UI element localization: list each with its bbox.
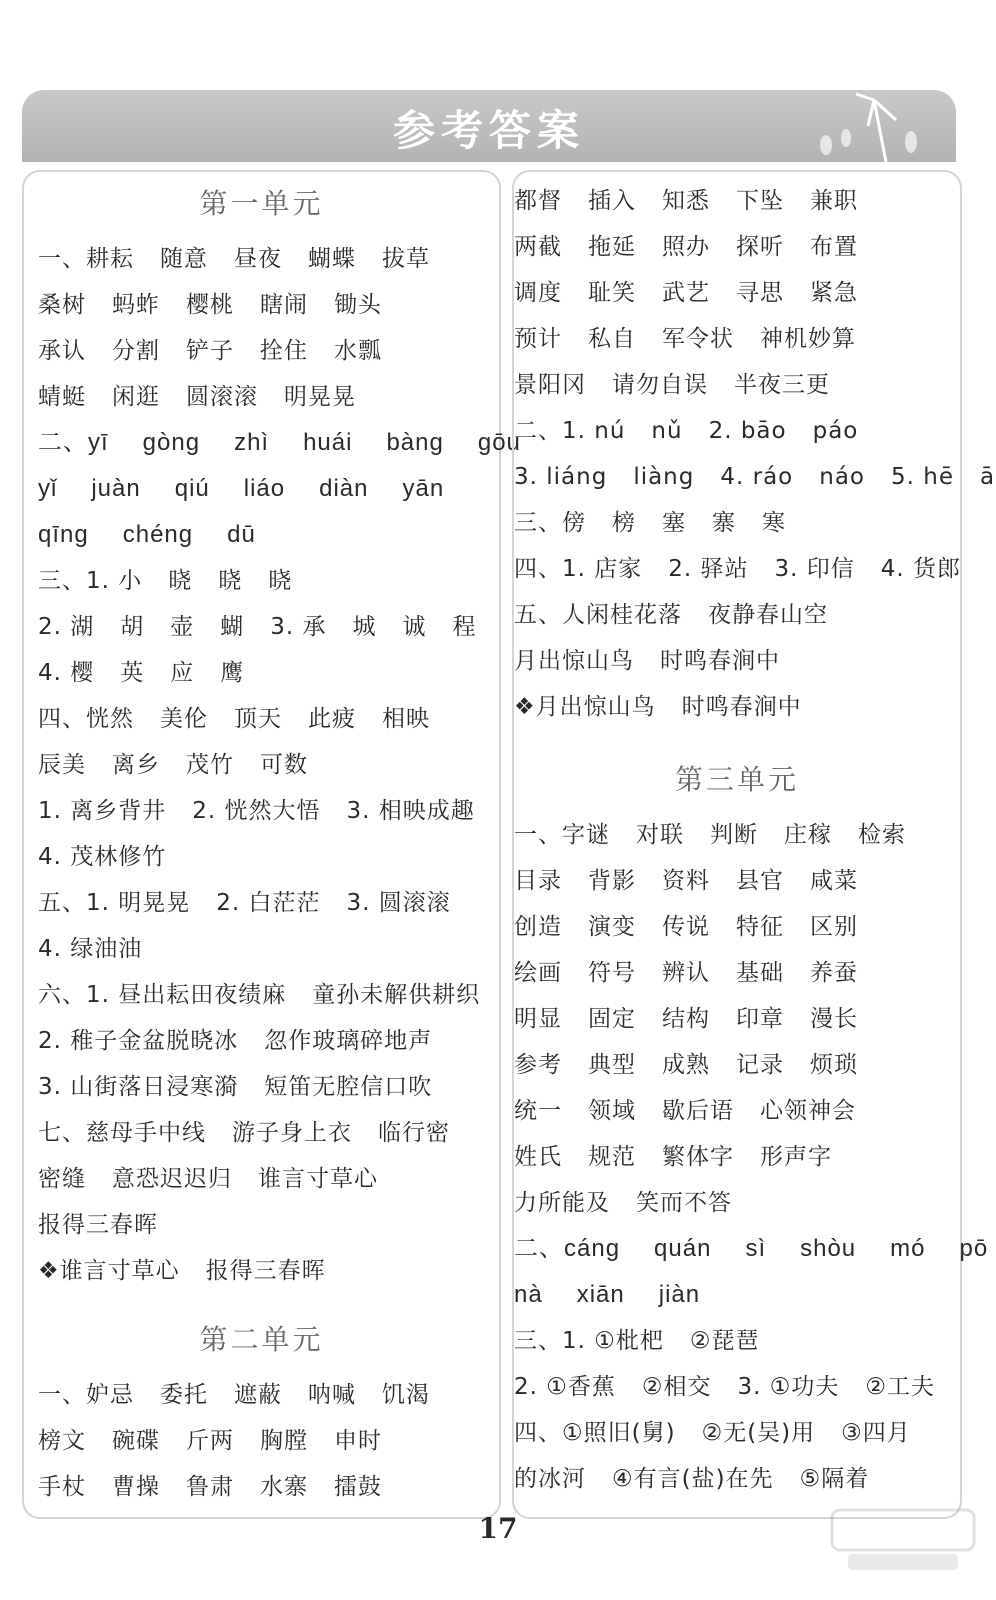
answer-word: 擂鼓 — [334, 1474, 382, 1500]
answer-line — [514, 1410, 960, 1456]
answer-line — [514, 1134, 960, 1180]
answer-line — [514, 1272, 960, 1318]
answer-line — [24, 236, 499, 282]
answer-line — [514, 224, 960, 270]
answer-word: ①照旧(舅) — [562, 1420, 676, 1446]
answer-word: 短笛无腔信口吹 — [264, 1074, 433, 1100]
answer-word: 圆滚滚 — [186, 384, 258, 410]
answer-line — [514, 996, 960, 1042]
left-answer-panel — [22, 170, 521, 1519]
question-label: 四、 — [514, 1420, 562, 1446]
answer-word: ā — [980, 464, 996, 490]
answer-line — [514, 592, 960, 638]
answer-word: 照办 — [662, 234, 710, 260]
answer-word: 碗碟 — [112, 1428, 160, 1454]
answer-word: 顶天 — [234, 706, 282, 732]
question-label: 二、 — [514, 418, 562, 444]
answer-line — [514, 454, 996, 500]
answer-line — [514, 362, 960, 408]
answer-word: 傍 — [562, 510, 586, 536]
question-label: 四、 — [38, 706, 86, 732]
answer-word: 恍然 — [86, 706, 134, 732]
answer-word: 诚 — [402, 614, 427, 640]
answer-line — [24, 696, 499, 742]
answer-word: 目录 — [514, 868, 562, 894]
answer-word: 基础 — [736, 960, 784, 986]
answer-word: 统一 — [514, 1098, 562, 1124]
answer-word: 布置 — [810, 234, 858, 260]
question-label: 六、 — [38, 982, 86, 1008]
answer-word: 榜 — [612, 510, 636, 536]
question-label: 七、 — [38, 1120, 86, 1146]
answer-word: 2. 稚子金盆脱晓冰 — [38, 1028, 239, 1054]
answer-word: nǔ — [651, 418, 683, 444]
question-label: 二、 — [38, 429, 88, 456]
question-label: 三、 — [514, 1328, 562, 1354]
answer-word: cáng — [564, 1235, 621, 1262]
question-label: ❖ — [38, 1258, 60, 1284]
answer-word: 4. 樱 — [38, 660, 95, 686]
answer-word: 1. nú — [562, 418, 626, 444]
unit-2-title: 第二单元 — [199, 1323, 324, 1356]
answer-word: 传说 — [662, 914, 710, 940]
answer-word: 分割 — [112, 338, 160, 364]
answer-word: 拔草 — [382, 246, 430, 272]
answer-word: 樱桃 — [186, 292, 234, 318]
answer-line — [24, 420, 521, 466]
answer-word: ②琵琶 — [689, 1328, 760, 1354]
answer-word: 2. 湖 — [38, 614, 95, 640]
answer-word: 3. 印信 — [774, 556, 855, 582]
answer-line — [514, 1456, 960, 1502]
answer-word: 景阳冈 — [514, 372, 586, 398]
answer-word: 养蚕 — [810, 960, 858, 986]
answer-line — [514, 316, 960, 362]
answer-word: 都督 — [514, 188, 562, 214]
answer-line — [24, 788, 499, 834]
answer-word: 特征 — [736, 914, 784, 940]
answer-line — [24, 466, 499, 512]
answer-word: 规范 — [588, 1144, 636, 1170]
answer-word: 时鸣春涧中 — [681, 694, 802, 720]
answer-line — [24, 880, 499, 926]
answer-word: 3. liáng — [514, 464, 608, 490]
answer-word: 人闲桂花落 — [562, 602, 682, 628]
answer-word: 典型 — [588, 1052, 636, 1078]
answer-word: 饥渴 — [382, 1382, 430, 1408]
answer-word: 插入 — [588, 188, 636, 214]
answer-word: 符号 — [588, 960, 636, 986]
answer-word: huái — [303, 429, 353, 456]
answer-word: 委托 — [160, 1382, 208, 1408]
answer-line — [24, 558, 499, 604]
answer-word: quán — [654, 1235, 712, 1262]
answer-word: 1. ①枇杷 — [562, 1328, 664, 1354]
answer-word: páo — [812, 418, 859, 444]
answer-word: 兼职 — [810, 188, 858, 214]
answer-word: 蝴蝶 — [308, 246, 356, 272]
answer-word: 2. 驿站 — [668, 556, 749, 582]
answer-word: 耻笑 — [588, 280, 636, 306]
answer-word: 字谜 — [562, 822, 610, 848]
answer-word: 调度 — [514, 280, 562, 306]
answer-word: 手杖 — [38, 1474, 86, 1500]
answer-word: 成熟 — [662, 1052, 710, 1078]
answer-word: 寻思 — [736, 280, 784, 306]
answer-word: 相映 — [382, 706, 430, 732]
unit-2-answers — [24, 1372, 499, 1510]
answer-word: 锄头 — [334, 292, 382, 318]
answer-word: 军令状 — [662, 326, 734, 352]
answer-word: 胸膛 — [260, 1428, 308, 1454]
answer-word: 姓氏 — [514, 1144, 562, 1170]
answer-word: 桑树 — [38, 292, 86, 318]
page-number: 17 — [478, 1512, 518, 1545]
answer-word: 壶 — [170, 614, 195, 640]
answer-word: 武艺 — [662, 280, 710, 306]
answer-word: juàn — [91, 475, 141, 502]
answer-line — [24, 1156, 499, 1202]
answer-word: 辰美 — [38, 752, 86, 778]
answer-line — [24, 650, 499, 696]
answer-line — [514, 178, 960, 224]
answer-line — [514, 1042, 960, 1088]
answer-word: ⑤隔着 — [799, 1466, 870, 1492]
answer-word: ②工夫 — [865, 1374, 935, 1400]
answer-word: 3. 山街落日浸寒漪 — [38, 1074, 239, 1100]
answer-word: 晓 — [168, 568, 193, 594]
question-label: 一、 — [38, 246, 86, 272]
answer-word: 鹰 — [220, 660, 245, 686]
answer-line — [24, 1018, 499, 1064]
question-label: 一、 — [514, 822, 562, 848]
unit-1-answers — [24, 236, 521, 1294]
answer-word: 力所能及 — [514, 1190, 610, 1216]
answer-line — [514, 1318, 960, 1364]
question-label: 四、 — [514, 556, 562, 582]
answer-word: 辨认 — [662, 960, 710, 986]
answer-word: 创造 — [514, 914, 562, 940]
answer-line — [514, 638, 960, 684]
unit-2-answers-continued — [514, 178, 996, 730]
answer-word: 紧急 — [810, 280, 858, 306]
answer-word: 程 — [452, 614, 477, 640]
answer-word: 蚂蚱 — [112, 292, 160, 318]
answer-word: 固定 — [588, 1006, 636, 1032]
answer-word: 报得三春晖 — [205, 1258, 326, 1284]
answer-word: 临行密 — [378, 1120, 450, 1146]
answer-word: jiàn — [658, 1281, 701, 1308]
answer-word: 繁体字 — [662, 1144, 734, 1170]
answer-word: 密缝 — [38, 1166, 86, 1192]
answer-word: xiān — [576, 1281, 625, 1308]
answer-word: 拖延 — [588, 234, 636, 260]
answer-word: 应 — [170, 660, 195, 686]
question-label: 五、 — [514, 602, 562, 628]
answer-line — [514, 812, 960, 858]
question-label: 一、 — [38, 1382, 86, 1408]
answer-word: 城 — [352, 614, 377, 640]
answer-word: 3. 承 — [270, 614, 327, 640]
answer-word: 对联 — [636, 822, 684, 848]
answer-word: mó — [890, 1235, 926, 1262]
answer-line — [514, 408, 960, 454]
answer-word: ④有言(盐)在先 — [612, 1466, 774, 1492]
answer-line — [24, 1110, 499, 1156]
answer-word: 美伦 — [160, 706, 208, 732]
answer-word: 此疲 — [308, 706, 356, 732]
answer-word: 蝴 — [220, 614, 245, 640]
answer-word: nà — [514, 1281, 543, 1308]
unit-1-title: 第一单元 — [199, 187, 324, 220]
answer-word: ②相交 — [641, 1374, 712, 1400]
answer-word: 承认 — [38, 338, 86, 364]
answer-word: 游子身上衣 — [232, 1120, 352, 1146]
answer-word: 妒忌 — [86, 1382, 134, 1408]
question-label: 五、 — [38, 890, 86, 916]
answer-word: gòng — [142, 429, 201, 456]
answer-word: 水瓢 — [334, 338, 382, 364]
answer-word: náo — [819, 464, 866, 490]
answer-word: 2. bāo — [708, 418, 787, 444]
answer-word: 4. 茂林修竹 — [38, 844, 167, 870]
answer-word: 月出惊山鸟 — [514, 648, 634, 674]
answer-word: 忽作玻璃碎地声 — [264, 1028, 433, 1054]
answer-word: 塞 — [662, 510, 686, 536]
answer-word: dū — [227, 521, 256, 548]
answer-line — [514, 684, 960, 730]
answer-word: 月出惊山鸟 — [535, 694, 656, 720]
answer-word: 背影 — [588, 868, 636, 894]
answer-word: 谁言寸草心 — [258, 1166, 378, 1192]
answer-word: 2. 白茫茫 — [216, 890, 321, 916]
answer-word: 榜文 — [38, 1428, 86, 1454]
answer-line — [514, 270, 960, 316]
answer-word: 私自 — [588, 326, 636, 352]
answer-word: 4. ráo — [720, 464, 794, 490]
answer-line — [24, 1202, 499, 1248]
question-label: 二、 — [514, 1235, 564, 1262]
answer-line — [24, 512, 499, 558]
answer-word: yī — [88, 429, 109, 456]
answer-word: 呐喊 — [308, 1382, 356, 1408]
answer-line — [514, 950, 960, 996]
answer-word: 3. 相映成趣 — [346, 798, 475, 824]
answer-word: 申时 — [334, 1428, 382, 1454]
answer-word: 斤两 — [186, 1428, 234, 1454]
answer-word: pō — [959, 1235, 989, 1262]
right-answer-panel — [512, 170, 996, 1519]
answer-word: 谁言寸草心 — [59, 1258, 180, 1284]
answer-word: zhì — [234, 429, 270, 456]
answer-word: 烦琐 — [810, 1052, 858, 1078]
answer-word: 离乡 — [112, 752, 160, 778]
answer-word: 笑而不答 — [636, 1190, 732, 1216]
answer-word: 4. 货郎 — [880, 556, 962, 582]
answer-word: 1. 明晃晃 — [86, 890, 191, 916]
answer-word: yǐ — [38, 475, 58, 502]
answer-line — [24, 972, 499, 1018]
answer-line — [24, 1064, 499, 1110]
answer-word: 可数 — [260, 752, 308, 778]
answer-word: sì — [745, 1235, 767, 1262]
answer-line — [24, 926, 499, 972]
answer-word: liáo — [243, 475, 286, 502]
answer-word: 昼夜 — [234, 246, 282, 272]
answer-line — [514, 1364, 960, 1410]
answer-word: 参考 — [514, 1052, 562, 1078]
answer-line — [24, 282, 499, 328]
answer-word: ②无(吴)用 — [701, 1420, 816, 1446]
answer-word: 4. 绿油油 — [38, 936, 143, 962]
answer-word: 胡 — [120, 614, 145, 640]
answer-word: 遮蔽 — [234, 1382, 282, 1408]
answer-word: 判断 — [710, 822, 758, 848]
answer-word: 水寨 — [260, 1474, 308, 1500]
question-label: 三、 — [38, 568, 86, 594]
answer-word: 明晃晃 — [284, 384, 356, 410]
page-title: 参考答案 — [392, 106, 585, 155]
answer-word: 1. 小 — [86, 568, 143, 594]
answer-word: chéng — [122, 521, 194, 548]
answer-word: 2. 恍然大悟 — [192, 798, 321, 824]
question-label: 三、 — [514, 510, 562, 536]
answer-word: 下坠 — [736, 188, 784, 214]
answer-line — [24, 1248, 499, 1294]
answer-word: 形声字 — [760, 1144, 832, 1170]
answer-word: bàng — [386, 429, 444, 456]
answer-word: 拴住 — [260, 338, 308, 364]
answer-word: 1. 店家 — [562, 556, 643, 582]
answer-word: 心领神会 — [760, 1098, 856, 1124]
answer-word: 歇后语 — [662, 1098, 734, 1124]
answer-line — [514, 1226, 989, 1272]
answer-line — [514, 904, 960, 950]
answer-word: 漫长 — [810, 1006, 858, 1032]
answer-line — [24, 1418, 499, 1464]
answer-line — [24, 834, 499, 880]
answer-line — [514, 1180, 960, 1226]
answer-word: 演变 — [588, 914, 636, 940]
answer-word: 慈母手中线 — [86, 1120, 206, 1146]
answer-word: 铲子 — [186, 338, 234, 364]
answer-word: 1. 离乡背井 — [38, 798, 167, 824]
answer-word: 记录 — [736, 1052, 784, 1078]
answer-word: 报得三春晖 — [38, 1212, 158, 1238]
answer-word: gōu — [477, 429, 521, 456]
answer-word: shòu — [800, 1235, 857, 1262]
answer-word: 知悉 — [662, 188, 710, 214]
answer-line — [24, 604, 499, 650]
answer-line — [24, 1372, 499, 1418]
answer-word: 曹操 — [112, 1474, 160, 1500]
answer-word: qiú — [174, 475, 210, 502]
answer-header-banner — [22, 90, 956, 162]
answer-word: 神机妙算 — [760, 326, 856, 352]
answer-word: liàng — [633, 464, 695, 490]
answer-word: 两截 — [514, 234, 562, 260]
answer-word: 咸菜 — [810, 868, 858, 894]
answer-word: 3. ①功夫 — [737, 1374, 840, 1400]
answer-word: 明显 — [514, 1006, 562, 1032]
answer-word: 寒 — [762, 510, 786, 536]
answer-word: 5. hē — [891, 464, 954, 490]
answer-word: 夜静春山空 — [708, 602, 828, 628]
answer-word: 鲁肃 — [186, 1474, 234, 1500]
answer-word: 瞎闹 — [260, 292, 308, 318]
answer-word: 寨 — [712, 510, 736, 536]
watermark-logo-icon — [828, 1504, 978, 1576]
answer-word: 请勿自误 — [612, 372, 708, 398]
answer-word: diàn — [319, 475, 369, 502]
answer-word: qīng — [38, 521, 89, 548]
answer-word: 意恐迟迟归 — [112, 1166, 232, 1192]
unit-3-title: 第三单元 — [674, 763, 799, 796]
answer-word: 时鸣春涧中 — [660, 648, 780, 674]
answer-word: 1. 昼出耘田夜绩麻 — [86, 982, 287, 1008]
answer-word: 3. 圆滚滚 — [346, 890, 451, 916]
question-label: ❖ — [514, 694, 536, 720]
answer-word: 随意 — [160, 246, 208, 272]
answer-word: 区别 — [810, 914, 858, 940]
windmill-decoration-icon — [786, 90, 936, 162]
answer-word: 晓 — [218, 568, 243, 594]
answer-word: 绘画 — [514, 960, 562, 986]
answer-line — [514, 546, 960, 592]
answer-word: yān — [402, 475, 445, 502]
answer-line — [24, 1464, 499, 1510]
answer-word: 县官 — [736, 868, 784, 894]
answer-word: 童孙未解供耕织 — [312, 982, 481, 1008]
answer-line — [24, 374, 499, 420]
answer-word: 领域 — [588, 1098, 636, 1124]
answer-word: 英 — [120, 660, 145, 686]
answer-word: 检索 — [858, 822, 906, 848]
answer-word: 晓 — [268, 568, 293, 594]
answer-word: 资料 — [662, 868, 710, 894]
answer-word: 蜻蜓 — [38, 384, 86, 410]
answer-word: 的冰河 — [514, 1466, 586, 1492]
answer-word: 耕耘 — [86, 246, 134, 272]
answer-word: 半夜三更 — [734, 372, 830, 398]
answer-word: 庄稼 — [784, 822, 832, 848]
answer-word: ③四月 — [841, 1420, 911, 1446]
answer-word: 印章 — [736, 1006, 784, 1032]
answer-line — [24, 742, 499, 788]
answer-line — [514, 1088, 960, 1134]
answer-word: 探听 — [736, 234, 784, 260]
answer-word: 闲逛 — [112, 384, 160, 410]
unit-3-answers — [514, 812, 989, 1502]
answer-word: 结构 — [662, 1006, 710, 1032]
answer-word: 预计 — [514, 326, 562, 352]
answer-line — [24, 328, 499, 374]
answer-line — [514, 858, 960, 904]
answer-line — [514, 500, 960, 546]
answer-word: 茂竹 — [186, 752, 234, 778]
answer-word: 2. ①香蕉 — [514, 1374, 616, 1400]
